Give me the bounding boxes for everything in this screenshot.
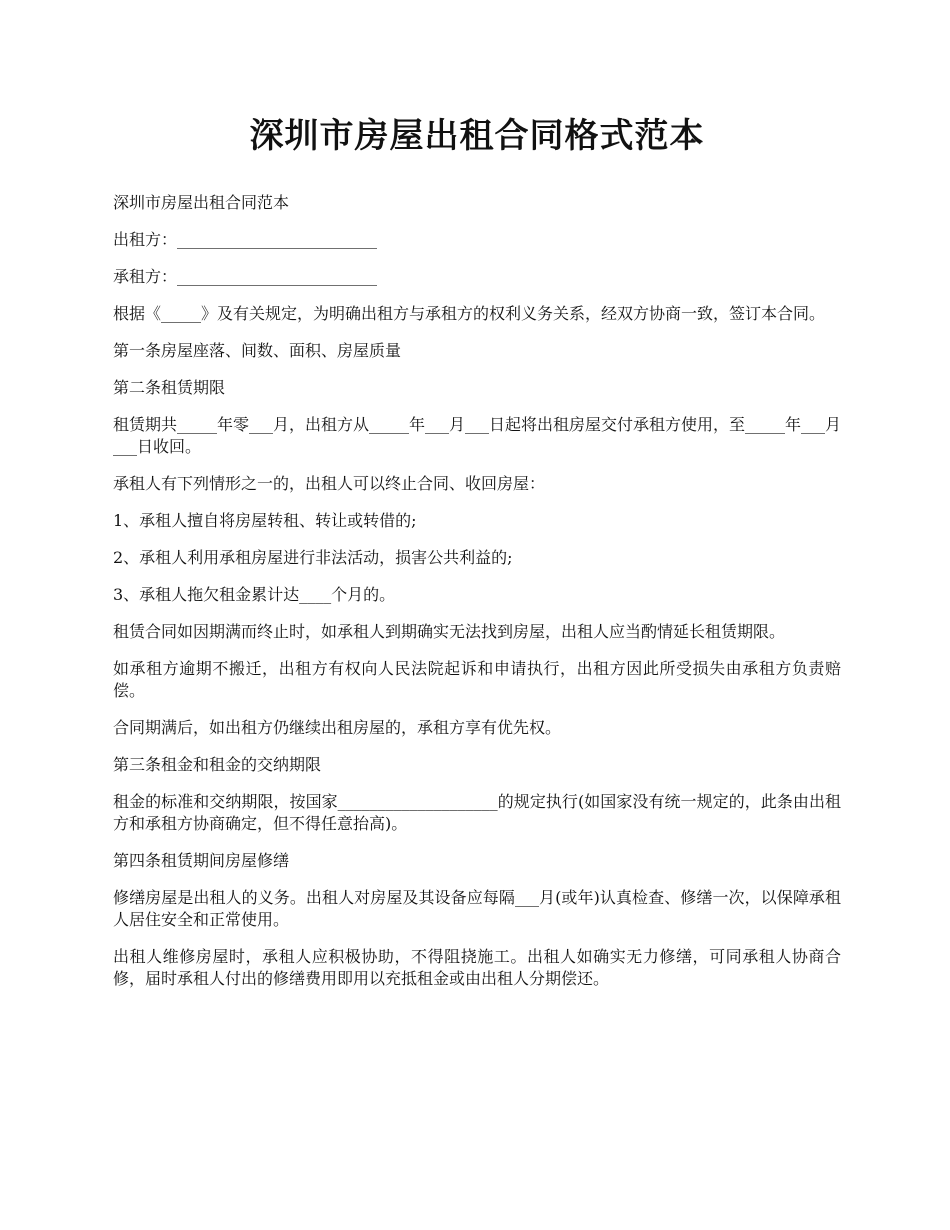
lease-term-paragraph: 租赁期共_____年零___月，出租方从_____年___月___日起将出租房屋交付承租方使用，至_____年___月___日收回。 <box>113 415 842 456</box>
article-4-heading: 第四条租赁期间房屋修缮 <box>113 851 290 870</box>
article-2-heading: 第二条租赁期限 <box>113 378 226 397</box>
termination-condition-1: 1、承租人擅自将房屋转租、转让或转借的; <box>113 511 417 530</box>
termination-condition-3: 3、承租人拖欠租金累计达____个月的。 <box>113 585 396 604</box>
termination-condition-2: 2、承租人利用承租房屋进行非法活动，损害公共利益的; <box>113 548 513 567</box>
extension-paragraph: 租赁合同如因期满而终止时，如承租人到期确实无法找到房屋，出租人应当酌情延长租赁期限。 <box>113 622 786 641</box>
document-page <box>113 110 841 1005</box>
repair-cooperation-paragraph: 出租人维修房屋时，承租人应积极协助，不得阻挠施工。出租人如确实无力修缮，可同承租人协商合修，届时承租人付出的修缮费用即用以充抵租金或由出租人分期偿还。 <box>113 947 841 988</box>
article-1-heading: 第一条房屋座落、间数、面积、房屋质量 <box>113 341 402 360</box>
priority-paragraph: 合同期满后，如出租方仍继续出租房屋的，承租方享有优先权。 <box>113 718 562 737</box>
rent-standard-paragraph: 租金的标准和交纳期限，按国家____________________的规定执行(如国家没有统一规定的，此条由出租方和承租方协商确定，但不得任意抬高)。 <box>113 792 841 833</box>
preamble-paragraph: 根据《_____》及有关规定，为明确出租方与承租方的权利义务关系，经双方协商一致，签订本合同。 <box>113 304 826 323</box>
termination-conditions-intro: 承租人有下列情形之一的，出租人可以终止合同、收回房屋： <box>113 474 546 493</box>
subtitle-paragraph: 深圳市房屋出租合同范本 <box>113 193 290 212</box>
document-title: 深圳市房屋出租合同格式范本 <box>249 116 705 156</box>
repair-duty-paragraph: 修缮房屋是出租人的义务。出租人对房屋及其设备应每隔___月(或年)认真检查、修缮一次，以保障承租人居住安全和正常使用。 <box>113 888 841 929</box>
lessor-line: 出租方：_________________________ <box>113 230 378 249</box>
article-3-heading: 第三条租金和租金的交纳期限 <box>113 755 322 774</box>
lessee-line: 承租方：_________________________ <box>113 267 378 286</box>
overdue-paragraph: 如承租方逾期不搬迁，出租方有权向人民法院起诉和申请执行，出租方因此所受损失由承租方负责赔偿。 <box>113 659 841 700</box>
